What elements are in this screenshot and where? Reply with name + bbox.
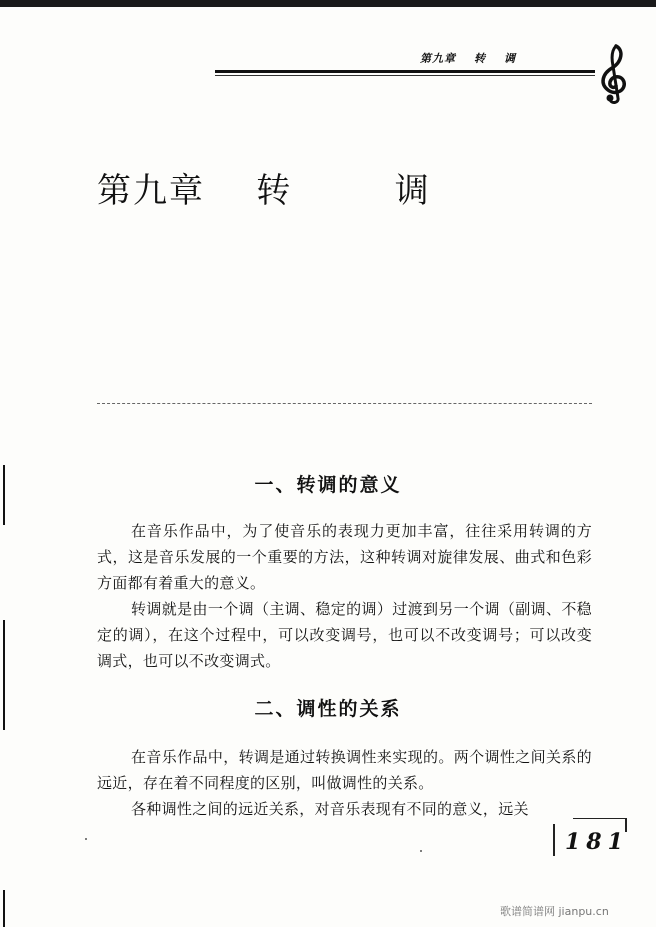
chapter-title: 第九章 转 调 xyxy=(97,171,431,211)
running-head xyxy=(420,50,534,66)
top-border xyxy=(0,0,656,7)
running-head-topic2: 调 xyxy=(504,52,516,65)
header-rule xyxy=(215,70,595,73)
page-number: 181 xyxy=(565,829,629,855)
paragraph: 在音乐作品中，转调是通过转换调性来实现的。两个调性之间关系的远近，存在着不同程度的区别，叫做调性的关系。 xyxy=(97,748,592,792)
header-rule-thin xyxy=(215,75,595,76)
section-heading-1: 一、转调的意义 xyxy=(254,474,402,496)
paragraph: 转调就是由一个调（主调、稳定的调）过渡到另一个调（副调、不稳定的调），在这个过程中，可以改变调号，也可以不改变调号；可以改变调式，也可以不改变调式。 xyxy=(97,600,592,670)
speck xyxy=(420,850,422,852)
page-box-left-rule xyxy=(553,824,555,856)
separator-line xyxy=(97,403,592,404)
page-number-box xyxy=(553,818,627,856)
paragraph: 各种调性之间的远近关系，对音乐表现有不同的意义，远关 xyxy=(131,800,529,818)
speck xyxy=(85,838,87,840)
margin-mark xyxy=(3,890,5,927)
running-head-topic1: 转 xyxy=(474,52,486,65)
running-head-chapter: 第九章 xyxy=(420,52,456,65)
section-heading-2: 二、调性的关系 xyxy=(254,698,402,720)
page-box-top-rule xyxy=(573,818,627,819)
treble-clef-icon xyxy=(594,42,634,104)
watermark: 歌谱简谱网 jianpu.cn xyxy=(500,905,609,918)
paragraph: 在音乐作品中，为了使音乐的表现力更加丰富，往往采用转调的方式，这是音乐发展的一个重要的方法，这种转调对旋律发展、曲式和色彩方面都有着重大的意义。 xyxy=(97,522,592,592)
